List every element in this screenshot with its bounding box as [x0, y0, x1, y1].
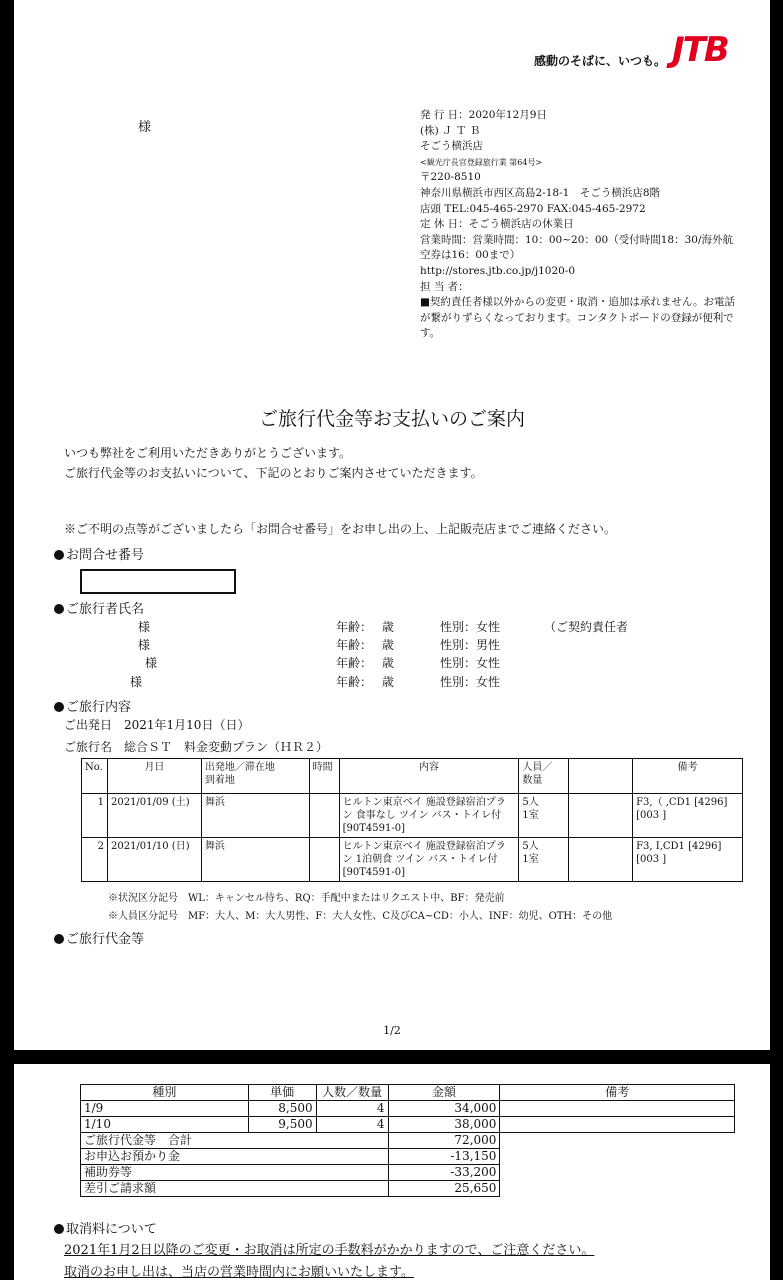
greeting-line-2: ご旅行代金等のお支払いについて、下記のとおりご案内させていただきます。	[64, 466, 483, 480]
section-itinerary	[54, 696, 131, 715]
cancel-note-1: 2021年1月2日以降のご変更・お取消は所定の手数料がかかりますので、ご注意ください。	[64, 1243, 595, 1258]
page-number: 1/2	[383, 1024, 401, 1037]
row-status	[569, 838, 633, 882]
row-remarks: F3, I,CD1 [4296] [003 ]	[633, 838, 743, 882]
section-cost	[54, 928, 144, 947]
row-qty: 5人 1室	[519, 838, 569, 882]
cancel-note-2: 取消のお申し出は、当店の営業時間内にお願いいたします。	[64, 1265, 414, 1280]
issuer-holiday: 定 休 日：そごう横浜店の休業日	[420, 218, 574, 231]
traveler-3-honorific: 様	[145, 656, 158, 670]
row-remarks	[500, 1117, 735, 1133]
col-date: 月日	[107, 759, 201, 794]
section-cost-label: ご旅行代金等	[66, 932, 145, 947]
col-remarks: 備考	[500, 1085, 735, 1101]
traveler-4-honorific: 様	[130, 675, 143, 689]
section-itinerary-label: ご旅行内容	[66, 700, 132, 715]
row-type: 1/9	[81, 1101, 249, 1117]
summary-amount: 72,000	[388, 1133, 500, 1149]
row-unit: 9,500	[248, 1117, 316, 1133]
document-page-1	[14, 0, 770, 1050]
person-code-note: ※人員区分記号 MF：大人、M：大人男性、F：大人女性、C及びCA~CD：小人、INF：幼児、OTH：その他	[108, 911, 613, 922]
row-unit: 8,500	[248, 1101, 316, 1117]
summary-label: 差引ご請求額	[81, 1181, 389, 1197]
col-qty: 人員／ 数量	[519, 759, 569, 794]
traveler-1-age: 年齢： 歳	[336, 620, 394, 634]
col-amount: 金額	[388, 1085, 500, 1101]
summary-row	[81, 1149, 735, 1165]
row-amount: 34,000	[388, 1101, 500, 1117]
issuer-address: 神奈川県横浜市西区高島2-18-1 そごう横浜店8階	[420, 186, 660, 199]
row-content: ヒルトン東京ベイ 施設登録宿泊プラン 食事なし ツイン バス・トイレ付 [90T4591-0]	[339, 794, 519, 838]
row-place: 舞浜	[201, 838, 309, 882]
jtb-logo: JTB	[672, 30, 728, 70]
traveler-4-gender: 性別：女性	[440, 675, 501, 689]
issuer-notice: ■契約責任者様以外からの変更・取消・追加は承れません。お電話が繋がりずらくなっております。コンタクトボードの登録が便利です。	[420, 296, 736, 340]
trip-departure: ご出発日 2021年1月10日（日）	[64, 718, 250, 732]
row-content: ヒルトン東京ベイ 施設登録宿泊プラン 1泊朝食 ツイン バス・トイレ付 [90T4591-0]	[339, 838, 519, 882]
traveler-2-honorific: 様	[138, 638, 151, 652]
summary-label: 補助券等	[81, 1165, 389, 1181]
brand-tagline: 感動のそばに、いつも。	[533, 54, 666, 68]
summary-amount: -13,150	[388, 1149, 500, 1165]
col-content: 内容	[339, 759, 519, 794]
summary-amount: -33,200	[388, 1165, 500, 1181]
bullet-icon	[54, 702, 64, 712]
section-inquiry	[54, 544, 144, 563]
col-type: 種別	[81, 1085, 249, 1101]
itinerary-table	[81, 758, 743, 882]
row-qty: 4	[316, 1101, 388, 1117]
row-time	[309, 838, 339, 882]
row-no: 2	[82, 838, 108, 882]
row-place: 舞浜	[201, 794, 309, 838]
bullet-icon	[54, 604, 64, 614]
issuer-license: <観光庁長官登録旅行業 第64号>	[420, 157, 543, 167]
trip-name: ご旅行名 総合ＳＴ 料金変動プラン（ＨＲ２）	[64, 740, 329, 754]
status-code-note: ※状況区分記号 WL：キャンセル待ち、RQ：手配中またはリクエスト中、BF：発売前	[108, 893, 505, 904]
row-remarks	[500, 1101, 735, 1117]
issuer-postal: 〒220-8510	[420, 171, 481, 184]
section-cancel	[54, 1218, 157, 1237]
issuer-phone: 店頭 TEL:045-465-2970 FAX:045-465-2972	[420, 202, 646, 215]
col-qty: 人数／数量	[316, 1085, 388, 1101]
traveler-4-age: 年齢： 歳	[336, 675, 394, 689]
row-qty: 5人 1室	[519, 794, 569, 838]
row-amount: 38,000	[388, 1117, 500, 1133]
greeting-line-1: いつも弊社をご利用いただきありがとうございます。	[64, 446, 352, 460]
table-row	[81, 1101, 735, 1117]
issuer-company: (株) Ｊ Ｔ Ｂ	[420, 124, 481, 137]
section-inquiry-label: お問合せ番号	[66, 548, 145, 563]
cost-header-row	[81, 1085, 735, 1101]
traveler-2-gender: 性別：男性	[440, 638, 501, 652]
traveler-2-age: 年齢： 歳	[336, 638, 394, 652]
row-type: 1/10	[81, 1117, 249, 1133]
col-remarks: 備考	[633, 759, 743, 794]
issue-date: 発 行 日：2020年12月9日	[420, 109, 547, 121]
section-cancel-label: 取消料について	[66, 1222, 157, 1237]
traveler-3-age: 年齢： 歳	[336, 656, 394, 670]
document-page-2	[14, 1064, 770, 1280]
traveler-3-gender: 性別：女性	[440, 656, 501, 670]
bullet-icon	[54, 934, 64, 944]
contact-note: ※ご不明の点等がございましたら「お問合せ番号」をお申し出の上、上記販売店までご連絡ください。	[64, 522, 617, 536]
table-row	[82, 794, 743, 838]
traveler-1-note: （ご契約責任者	[544, 620, 629, 634]
row-status	[569, 794, 633, 838]
section-travelers	[54, 598, 144, 617]
row-date: 2021/01/09 (土)	[107, 794, 201, 838]
col-place: 出発地／滞在地 到着地	[201, 759, 309, 794]
bullet-icon	[54, 1224, 64, 1234]
col-unit: 単価	[248, 1085, 316, 1101]
col-no: No.	[82, 759, 108, 794]
section-travelers-label: ご旅行者氏名	[66, 602, 145, 617]
traveler-1-gender: 性別：女性	[440, 620, 501, 634]
issuer-staff: 担 当 者：	[420, 280, 469, 293]
summary-row	[81, 1181, 735, 1197]
addressee-honorific: 様	[138, 120, 152, 135]
row-qty: 4	[316, 1117, 388, 1133]
row-remarks: F3,（ ,CD1 [4296] [003 ]	[633, 794, 743, 838]
summary-amount: 25,650	[388, 1181, 500, 1197]
row-time	[309, 794, 339, 838]
cost-table	[80, 1084, 735, 1197]
row-date: 2021/01/10 (日)	[107, 838, 201, 882]
bullet-icon	[54, 550, 64, 560]
inquiry-number-box	[80, 569, 236, 594]
issuer-url: http://stores.jtb.co.jp/j1020-0	[420, 264, 576, 277]
issuer-info	[420, 108, 750, 342]
row-no: 1	[82, 794, 108, 838]
traveler-1-honorific: 様	[138, 620, 151, 634]
table-row	[82, 838, 743, 882]
document-title: ご旅行代金等お支払いのご案内	[258, 408, 525, 430]
summary-row	[81, 1133, 735, 1149]
table-row	[81, 1117, 735, 1133]
summary-label: ご旅行代金等 合計	[81, 1133, 389, 1149]
summary-row	[81, 1165, 735, 1181]
issuer-branch: そごう横浜店	[420, 140, 483, 153]
col-status	[569, 759, 633, 794]
col-time: 時間	[309, 759, 339, 794]
itinerary-header-row	[82, 759, 743, 794]
summary-label: お申込お預かり金	[81, 1149, 389, 1165]
issuer-hours: 営業時間：営業時間：10：00~20：00（受付時間18：30/海外航空券は16：00まで）	[420, 233, 733, 262]
